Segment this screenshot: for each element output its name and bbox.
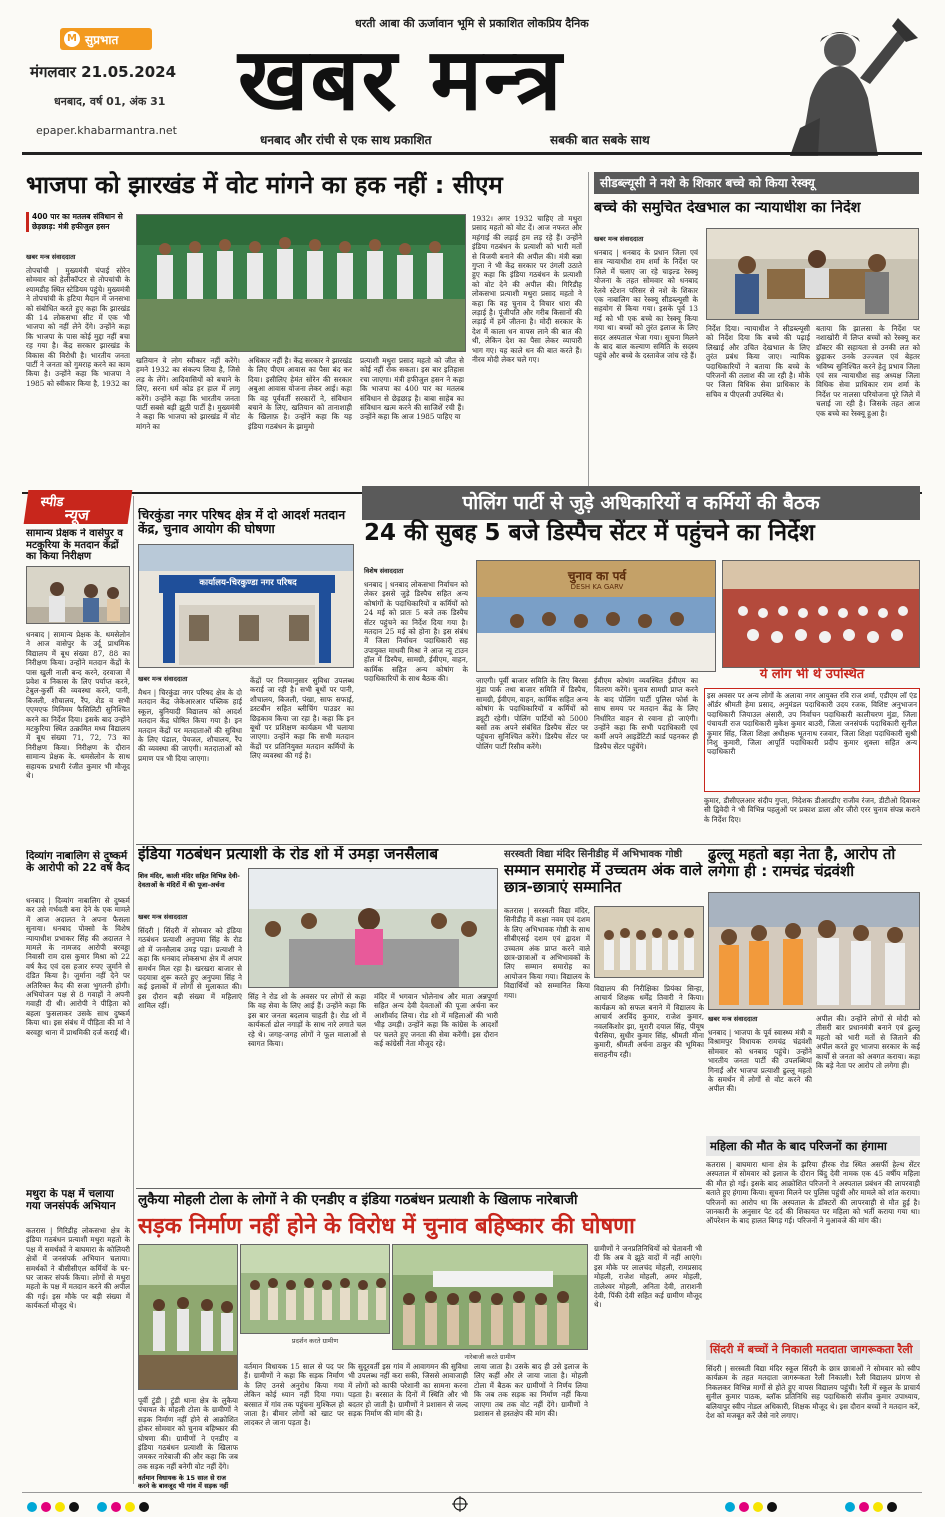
saraswati-photo [594,906,704,978]
present-title: ये लोग भी थे उपस्थित [759,668,865,682]
dhullu-col2: अपील की। उन्होंने लोगों से मोदी को तीसरी बार प्रधानमंत्री बनाने एवं ढुल्लू महतो को भारी मतों से जिताने की अपील करते हुए भाजपा सरकार के कई कार्यों से जनता को अवगत कराया। कहा कि बड़े नेता पर आरोप तो लगेगा ही। [816,1014,920,1071]
lead-photo-rally [136,214,466,352]
masthead-title: खबर मन्त्र [238,30,564,130]
masthead-sub-right: सबकी बात सबके साथ [550,133,650,147]
section-divider-2 [136,844,922,845]
protest-headline: सड़क निर्माण नहीं होने के विरोध में चुनाव बहिष्कार की घोषणा [138,1214,635,1239]
roadshow-kicker: शिव मंदिर, काली मंदिर सहित विभिन्न देवी-देवताओं के मंदिरों में की पूजा-अर्चना [138,872,240,889]
registration-marks-right [720,1498,920,1510]
protest-col5: ग्रामीणों ने जनप्रतिनिधियों को चेतावनी भी दी कि अब वे झूठे वादों में नहीं आएंगे। इस मौके पर लालचंद मोहली, रामप्रसाद मोहली, राजेश मोहली, अमर मोहली, तालेश्वर मोहली, अनिता देवी, ताराशनी देवी, पिंकी देवी सहित कई ग्रामीण मौजूद थे। [594,1244,702,1310]
website-link[interactable]: epaper.khabarmantra.net [36,124,177,137]
masthead-divider [22,152,922,155]
logo-badge [60,28,152,50]
lead-headline: भाजपा को झारखंड में वोट मांगने का हक नहीं : सीएम [26,171,503,199]
roadshow-headline: इंडिया गठबंधन प्रत्याशी के रोड शो में उमड़ा जनसैलाब [138,846,439,863]
column-rule [133,496,134,1484]
crosshair-icon [452,1496,468,1512]
protest-photo-1 [138,1244,238,1390]
protest-photo-caption-2: नारेबाजी करते ग्रामीण [464,1353,516,1361]
tagline-top: धरती आबा की ऊर्जावान भूमि से प्रकाशित लोकप्रिय दैनिक [355,17,589,30]
sun-icon: M [64,31,80,47]
edition: धनबाद, वर्ष 01, अंक 31 [54,95,166,108]
section-divider-3 [136,1188,702,1189]
protest-col2: वर्तमान विधायक 15 साल से पद पर हैं। ग्रामीणों ने कहा कि सड़क निर्माण के लिए उनसे अनुरोध किया गया लेकिन कोई ध्यान नहीं दिया गया। बरसात में गांव तक पहुंचना मुश्किल हो जाता है। बीमार लोगों को खाट पर लादकर ले जाना पड़ता है। [244,1362,344,1428]
saraswati-col1: कतरास | सरस्वती विद्या मंदिर, सिनीडीह में कक्षा नवम एवं दशम के लिए अभिभावक गोष्ठी के साथ सीबीएसई दशम एवं द्वादश में उच्चतम अंक प्राप्त करने वाले छात्र-छात्राओं व अभिभावकों के लिए सम्मान समारोह का आयोजन किया गया। विद्यालय के विद्यार्थियों को सम्मानित किया गया। [504,906,590,1000]
polling-banner-sub: DESH KA GARV [570,583,624,591]
speed-news-badge-line2: न्यूज [63,506,91,524]
roadshow-byline: खबर मन्त्र संवाददाता [138,913,188,921]
speed-headline-1: सामान्य प्रेक्षक ने वासेपुर व मटकुरिया के मतदान केंद्रों का किया निरीक्षण [26,528,123,562]
rescue-headline: बच्चे की समुचित देखभाल का न्यायाधीश का निर्देश [594,200,861,216]
polling-headline: 24 की सुबह 5 बजे डिस्पैच सेंटर में पहुंचने का निर्देश [364,520,815,546]
chirkunda-headline: चिरकुंडा नगर परिषद क्षेत्र में दो आदर्श मतदान केंद्र, चुनाव आयोग की घोषणा [138,508,346,537]
speed-text-2: धनबाद | दिव्यांग नाबालिग से दुष्कर्म कर उसे गर्भवती बना देने के एक मामले में आज अदालत ने अपना फैसला सुनाया। धनबाद पोक्सो के विशेष न्यायाधीश प्रभाकर सिंह की अदालत ने मामले के नामजद आरोपी बरवड्डा निवासी राम दास कुमार मिश्रा को 22 वर्ष कैद एवं दस हजार रुपए जुर्माने से दंडित किया है। जुर्माना नहीं देने पर अतिरिक्त कैद की सजा भुगतनी होगी। अभियोजन पक्ष से 8 गवाहों ने अपनी गवाही दी थी। आरोपी ने पीड़िता को बहला फुसलाकर उसके साथ दुष्कर्म किया था। इस संबंध में पीड़िता की मां ने बरवड्डा थाना में प्राथमिकी दर्ज कराई थी। [26,896,130,1037]
speed-photo-1 [26,566,130,624]
dhullu-col1: धनबाद | भाजपा के पूर्व स्वास्थ्य मंत्री व विश्रामपुर विधायक रामचंद्र चंद्रवंशी सोमवार को धनबाद पहुंचे। उन्होंने भारतीय जनता पार्टी की उपलब्धियां गिनाईं और भाजपा प्रत्याशी ढुल्लू महतो के समर्थन में लोगों से वोट करने की अपील की। [708,1028,812,1094]
masthead-sub-left: धनबाद और रांची से एक साथ प्रकाशित [260,133,432,147]
protest-col4: लाया जाता है। उसके बाद ही उसे इलाज के लिए कहीं और ले जाया जाता है। मोहली टोला में बैठक कर ग्रामीणों ने निर्णय लिया कि जब तक सड़क का निर्माण नहीं किया जाएगा तब तक वोट नहीं देंगे। ग्रामीणों ने प्रशासन से हस्तक्षेप की मांग की। [474,1362,588,1419]
polling-banner: चुनाव का पर्व [567,569,627,583]
polling-col3: ईवीएम कोषांग व्यवस्थित ईवीएम का वितरण करेंगे। चुनाव सामग्री प्राप्त करने के बाद पोलिंग पार्टी पुलिस फोर्स के साथ समय पर मतदान केंद्र के लिए निर्धारित वाहन से रवाना हो जाएंगी। उन्होंने कहा कि सभी पदाधिकारी एवं कर्मी अपने आइडेंटिटी कार्ड पहनकर ही डिस्पैच सेंटर पहुंचेंगे। [594,676,698,751]
protest-col3: कि सुदूरवर्ती इस गांव में आवागमन की सुविधा भी उपलब्ध नहीं करा सकी, जिससे आवाजाही में लोगों को काफी परेशानी का सामना करना पड़ता है। बरसात के दिनों में स्थिति और भी बदतर हो जाती है। ग्रामीणों ने प्रशासन से जल्द सड़क निर्माण की मांग की है। [348,1362,468,1419]
speed-news-badge-line1: स्पीड [39,495,65,510]
present-more: कुमार, डीसीएलआर संदीप गुप्ता, निदेशक डीआरडीए राजीव रंजन, डीटीओ दिवाकर सी द्विवेदी ने भी विभिन्न पहलुओं पर प्रकाश डाला और जीरो एरर चुनाव संपन्न कराने के निर्देश दिए। [704,796,920,824]
rescue-col1: धनबाद | धनबाद के प्रधान जिला एवं सत्र न्यायाधीश राम शर्मा के निर्देश पर जिले में चलाए जा रहे चाइल्ड रेस्क्यू योजना के तहत सोमवार को धनबाद रेलवे स्टेशन परिसर से नशे के शिकार एक नाबालिग का रेस्क्यू सीडब्ल्यूसी के सहयोग से किया गया। इसके पूर्व 13 मई को भी एक बच्चे का रेस्क्यू किया गया था। बच्चों को तुरंत इलाज के लिए सदर अस्पताल भेजा गया। सूचना मिलने के बाद बाल कल्याण समिति के सदस्य पहुंचे और बच्चे के दस्तावेज जांच रहे हैं। [594,248,698,361]
lead-col1: तोपचांची | मुख्यमंत्री चंपाई सोरेन सोमवार को हेलीकॉप्टर से तोपचांची के श्यामडीह स्थित स्टेडियम पहुंचे। मुख्यमंत्री ने तोपचांची के हटिया मैदान में जनसभा को संबोधित करते हुए कहा कि झारखंड की 14 लोकसभा सीट में एक भी भाजपा को नहीं लेने देंगे। उन्होंने कहा कि भाजपा के पास कोई मुद्दा नहीं बचा रह गया है। केंद्र सरकार झारखंड के विकास की विरोधी है। भारतीय जनता पार्टी ने जनता को गुमराह करने का काम किया है। उन्होंने कहा कि भाजपा ने 1985 को स्वीकार किया है, 1932 का [26,266,130,388]
speed-text-3: कतरास | गिरिडीह लोकसभा क्षेत्र के इंडिया गठबंधन प्रत्याशी मथुरा महतो के पक्ष में समर्थकों ने बाघमारा के कोलियरी क्षेत्रों में जनसंपर्क अभियान चलाया। समर्थकों ने बीसीसीएल कर्मियों के घर-घर जाकर संपर्क किया। लोगों से मथुरा महतो के पक्ष में मतदान करने की अपील की गई। इस मौके पर बड़ी संख्या में कार्यकर्ता मौजूद थे। [26,1226,130,1311]
rescue-col3: बताया कि झालसा के निर्देश पर नशाखोरी में लिप्त बच्चों को रेस्क्यू कर डॉक्टर की सहायता से उनकी लत को छुड़ाकर उनके उज्ज्वल एवं बेहतर भविष्य सुनिश्चित करने हेतु प्रभाव जिला एवं सत्र न्यायाधीश सह अध्यक्ष जिला विधिक सेवा प्राधिकार राम शर्मा के निर्देश पर नालसा परियोजना पूरे जिले में चलाई जा रही है। जिसके तहत आज एक बच्चे का रेस्क्यू हुआ है। [816,324,920,418]
chirkunda-sign: कार्यालय-चिरकुण्डा नगर परिषद [199,578,297,588]
saraswati-headline: सम्मान समारोह में उच्चतम अंक वाले छात्र-छात्राएं सम्मानित [504,862,703,897]
sindri-headline: सिंदरी में बच्चों ने निकाली मतदाता जागरूकता रैली [706,1340,920,1360]
chirkunda-photo [138,544,354,668]
lead-side-note: 400 पार का मतलब संविधान से छेड़छाड़: मंत्री हफीजुल हसन [26,212,130,232]
protest-caption: वर्तमान विधायक के 15 साल से राज करने के बावजूद भी गांव में सड़क नहीं [138,1474,229,1490]
polling-kicker: पोलिंग पार्टी से जुड़े अधिकारियों व कर्मियों की बैठक [362,486,920,520]
protest-col1: पूर्वी टुंडी | टुंडी थाना क्षेत्र के लुकैया पंचायत के मोहली टोला के ग्रामीणों ने सड़क निर्माण नहीं होने से आक्रोशित होकर सोमवार को चुनाव बहिष्कार की घोषणा की। ग्रामीणों ने एनडीए व इंडिया गठबंधन प्रत्याशी के खिलाफ जमकर नारेबाजी की और कहा कि जब तक सड़क नहीं बनेगी वोट नहीं देंगे। [138,1396,238,1471]
dhullu-photo [708,892,920,1010]
footer-rule [22,1492,922,1493]
chirkunda-col2-visible: केंद्रों पर नियमानुसार सुविधा उपलब्ध कराई जा रही है। सभी बूथों पर पानी, शौचालय, बिजली, पंखा, साफ सफाई, डस्टबीन सहित ब्लीचिंग पाउडर का छिड़काव किया जा रहा है। कहा कि इन बूथों पर प्रशिक्षण कार्यक्रम भी चलाया जाएगा। उन्होंने कहा कि सभी मतदान केंद्रों पर प्रतिनियुक्त मतदान कर्मियों के लिए व्यवस्था की गई है। [250,676,354,761]
polling-col1: धनबाद | धनबाद लोकसभा निर्वाचन को लेकर इससे जुड़े डिस्पैच सहित अन्य कोषांगों के पदाधिकारियों व कर्मियों को 24 मई को प्रातः 5 बजे तक डिस्पैच सेंटर पहुंचने का निर्देश दिया गया है। मतदान 25 मई को होना है। इस संबंध में जिला निर्वाचन पदाधिकारी सह उपायुक्त माधवी मिश्रा ने आज न्यू टाउन हॉल में डिस्पैच, सामग्री, ईवीएम, वाहन, कार्मिक सहित अन्य कोषांग के पदाधिकारियों के साथ बैठक की। [364,580,468,684]
lead-col4: प्रत्याशी मथुरा प्रसाद महतो को जीत से कोई नहीं रोक सकता। इस बार इतिहास रचा जाएगा। मंत्री हफीजुल हसन ने कहा कि भाजपा का 400 पार का मतलब संविधान से छेड़छाड़ है। बाबा साहेब का संविधान खत्म करने की साजिशें रची हैं। उन्होंने कहा कि आज 1985 पाहिए या [360,356,464,422]
protest-kicker: लुकैया मोहली टोला के लोगों ने की एनडीए व इंडिया गठबंधन प्रत्याशी के खिलाफ नारेबाजी [138,1192,578,1208]
protest-photo-caption: प्रदर्शन करते ग्रामीण [291,1337,339,1345]
lead-byline: खबर मन्त्र संवाददाता [26,253,76,261]
logo-badge-text: सुप्रभात [85,32,119,47]
roadshow-photo [248,868,498,988]
roadshow-col2: सिंह ने रोड शो के अवसर पर लोगों से कहा कि वह सेवा के लिए आई हैं। उन्होंने कहा कि इस बार जनता बदलाव चाहती है। रोड शो में कार्यकर्ता ढोल नगाड़ों के साथ नारे लगाते चल रहे थे। जगह-जगह लोगों ने फूल मालाओं से स्वागत किया। [248,992,366,1049]
polling-photo-hall [722,560,920,668]
speed-headline-2: दिव्यांग नाबालिग से दुष्कर्म के आरोपी को 22 वर्ष कैद [26,850,130,875]
roadshow-col3: मंदिर में भगवान भोलेनाथ और माता अन्नपूर्णा सहित अन्य देवी देवताओं की पूजा अर्चना कर आशीर्वाद लिया। रोड शो में महिलाओं की भारी भीड़ उमड़ी। उन्होंने कहा कि कांग्रेस के आदर्शों पर चलते हुए जनता की सेवा करेंगी। इस दौरान कई कांग्रेसी नेता मौजूद रहे। [374,992,498,1049]
polling-photo-meeting [476,560,716,672]
registration-marks-left [22,1498,222,1510]
lead-col3: अधिकार नहीं है। केंद्र सरकार ने झारखंड के लिए पीएम आवास का पैसा बंद कर दिया। इसीलिए हेमंत सोरेन की सरकार अबुआ आवास योजना लेकर आई। कहा कि वह पूर्ववर्ती सरकारों ने, संविधान बचाने के लिए, खतियान को तानाशाही के खिलाफ़ है। उन्होंने कहा कि यह इंडिया गठबंधन के झामुमो [248,356,352,431]
protest-photo-2 [240,1244,390,1334]
speed-headline-3: मथुरा के पक्ष में चलाया गया जनसंपर्क अभियान [26,1188,116,1213]
hospital-headline: महिला की मौत के बाद परिजनों का हंगामा [706,1136,920,1156]
column-rule [588,172,589,490]
roadshow-col1: सिंदरी | सिंदरी में सोमवार को इंडिया गठबंधन प्रत्याशी अनुपमा सिंह के रोड शो में जनसैलाब उमड़ पड़ा। प्रत्याशी ने कहा कि धनबाद लोकसभा क्षेत्र में अपार समर्थन मिल रहा है। खरखरा बाजार से पदयात्रा शुरू करते हुए अनुपमा सिंह ने कई इलाकों में लोगों से मुलाकात की। इस दौरान बड़ी संख्या में महिलाएं शामिल रहीं। [138,926,242,1011]
polling-col2: जाएगी। पूर्वी बाजार समिति के लिए बिरसा मुंडा पार्क तथा बाजार समिति में डिस्पैच, सामग्री, ईवीएम, वाहन, कार्मिक सहित अन्य कोषांग के पदाधिकारियों व कर्मियों को ड्यूटी रहेगी। पोलिंग पार्टियों को 5000 बसों तक अपने संबंधित डिस्पैच सेंटर पर पहुंचना सुनिश्चित करेंगे। डिस्पैच सेंटर पर पोलिंग पार्टी रिसीव करेंगे। [476,676,588,751]
dhullu-byline: खबर मन्त्र संवाददाता [708,1015,758,1023]
chirkunda-col1: मैथन | चिरकुंडा नगर परिषद क्षेत्र के दो मतदान केंद्र जेकेआरआर पब्लिक हाई स्कूल, बुनियादी विद्यालय को आदर्श मतदान केंद्र घोषित किया गया है। इन मतदान केंद्रों पर मतदाताओं की सुविधा के लिए पंडाल, पेयजल, शौचालय, रैंप की व्यवस्था की जाएगी। मतदाताओं को प्रमाण पत्र भी दिया जाएगा। [138,688,242,763]
rescue-byline: खबर मन्त्र संवाददाता [594,235,644,243]
hospital-text: कतरास | बाघमारा थाना क्षेत्र के झरिया हीरक रोड स्थित असर्फी हेल्थ सेंटर अस्पताल में सोमवार को इलाज के दौरान बिंदु देवी नामक एक 45 वर्षीय महिला की मौत हो गई। इसके बाद आक्रोशित परिजनों ने अस्पताल प्रबंधन की लापरवाही बताते हुए हंगामा किया। सूचना मिलने पर पुलिस पहुंची और मामले को शांत कराया। परिजनों का आरोप था कि अस्पताल के डॉक्टरों की लापरवाही से मौत हुई है। जानकारी के अनुसार पेट दर्द की शिकायत पर महिला को भर्ती कराया गया था। ऑपरेशन के बाद हालत बिगड़ गई। परिजनों ने मुआवजे की मांग की। [706,1160,920,1226]
saraswati-kicker: सरस्वती विद्या मंदिर सिनीडीह में अभिभावक गोष्ठी [504,849,683,860]
chirkunda-byline: खबर मन्त्र संवाददाता [138,675,188,683]
rescue-col2: निर्देश दिया। न्यायाधीश ने सीडब्ल्यूसी को निर्देश दिया कि बच्चे की पढ़ाई लिखाई और उचित देखभाल के लिए तुरंत प्रबंध किया जाए। न्यायिक पदाधिकारियों ने बताया कि बच्चे के परिजनों की तलाश की जा रही है। मौके पर जिला विधिक सेवा प्राधिकार के सचिव व पीएलवी उपस्थित थे। [706,324,810,399]
lead-col5: 1932। अगर 1932 चाहिए तो मथुरा प्रसाद महतो को वोट दें। आज नफरत और महंगाई की लड़ाई हम लड़ रहे हैं। उन्होंने इंडिया गठबंधन के प्रत्याशी को भारी मतों से विजयी बनाने की अपील की। मंत्री बन्ना गुप्ता ने भी केंद्र सरकार पर उंगली उठाते हुए कहा कि इंडिया गठबंधन के प्रत्याशी को वोट देने की अपील की। गिरिडीह लोकसभा प्रत्याशी मथुरा प्रसाद महतो ने कहा कि वह चुनाव दे विचार धारा की लड़ाई है। पूंजीपति और गरीब किसानों की लड़ाई में हमें जीतना है। मोदी सरकार के देश में काला धन वापस लाने की बात की थी, लेकिन देश का पैसा लेकर व्यापारी भाग गए। यह काले धन की बात करते हैं। नीरव मोदी लेकर चले गए। [472,214,582,365]
issue-date: मंगलवार 21.05.2024 [30,63,177,81]
birsa-statue-image [760,8,920,156]
rescue-photo [706,228,919,320]
rescue-kicker: सीडब्ल्यूसी ने नशे के शिकार बच्चे को किया रेस्क्यू [594,172,919,194]
present-text: इस अवसर पर अन्य लोगों के अलावा नगर आयुक्त रवि राज शर्मा, एडीएम लॉ एंड ऑर्डर श्रीमती हेमा प्रसाद, अनुमंडल पदाधिकारी उदय रजक, विशिष्ट अनुभाजन पदाधिकारी जियाउल अंसारी, उप निर्वाचन पदाधिकारी कालीचरण मुंडा, जिला पंचायती राज पदाधिकारी मुकेश कुमार बाउरी, जिला जनसंपर्क पदाधिकारी सुनील कुमार सिंह, जिला शिक्षा अधीक्षक भूतनाथ रजवार, जिला शिक्षा पदाधिकारी सुश्री निशु कुमारी, जिला आपूर्ति पदाधिकारी प्रदीप कुमार शुक्ला सहित अन्य पदाधिकारी [704,688,920,792]
lead-col2: खतियान वे लोग स्वीकार नहीं करेंगे। हमने 1932 का संकल्प लिया है, जिसे लड़ के लेंगे। आदिवासियों को बचाने के लिए, सरना धर्म कोड हर हाल में लागू करेंगे। उन्होंने कहा कि भारतीय जनता पार्टी सबसे बड़ी झूठी पार्टी है। मुख्यमंत्री ने कहा कि भाजपा को झारखंड में वोट मांगने का [136,356,240,431]
speed-text-1: धनबाद | सामान्य प्रेक्षक के. थमसेलोन ने आज वासेपुर के उर्दू प्राथमिक विद्यालय में बूथ संख्या 87, 88 का निरीक्षण किया। उन्होंने मतदान केंद्रों के पास खुली नाली बन्द करने, दरवाजा में प्रवेश व निकास के लिए पर्याप्त करने, टेबुल-कुर्सी की व्यवस्था करने, पानी, बिजली, शौचालय, रैंप, शेड व सभी एएमएफ मिनिमम फैसिलिटी सुनिश्चित करने का निर्देश दिया। इसके बाद उन्होंने मटकुरिया स्थित उत्क्रमित मध्य विद्यालय में बूथ संख्या 71, 72, 73 का निरीक्षण किया। निरीक्षण के दौरान सामान्य प्रेक्षक के. थमसेलोन के साथ सहायक प्रभारी रंजीत कुमार भी मौजूद थे। [26,630,130,781]
polling-byline: विशेष संवाददाता [364,567,404,575]
speed-news-badge [24,490,133,524]
dhullu-headline: ढुल्लू महतो बड़ा नेता है, आरोप तो लगेगा ही : रामचंद्र चंद्रवंशी [708,846,896,881]
sindri-text: सिंदरी | सरस्वती विद्या मंदिर स्कूल सिंदरी के छात्र छात्राओं ने सोमवार को स्वीप कार्यक्रम के तहत मतदाता जागरूकता रैली निकाली। रैली विद्यालय प्रांगण से निकलकर विभिन्न मार्गों से होते हुए वापस विद्यालय पहुंची। रैली में स्कूल के प्राचार्य सुनील कुमार पाठक, ब्लॉक प्रतिनिधि सह पदाधिकारी संजीव कुमार उपाध्याय, बलियापुर स्वीप नोडल अधिकारी, शिक्षक मौजूद थे। इस दौरान बच्चों ने मतदान करें, देश को मजबूत करें जैसे नारे लगाए। [706,1364,920,1421]
saraswati-col2: विद्यालय की निरीक्षिका प्रियंका सिन्हा, आचार्य शिक्षक धर्मेंद्र तिवारी ने किया। कार्यक्रम को सफल बनाने में विद्यालय के आचार्य अरविंद कुमार, राजेश कुमार, नवलकिशोर झा, मुरारी दयाल सिंह, पीयूष चैरसिया, सुधीर कुमार सिंह, श्रीमती मीना कुमारी, श्रीमती अर्चना ठाकुर की भूमिका सराहनीय रही। [594,984,704,1059]
protest-photo-3 [392,1244,588,1350]
